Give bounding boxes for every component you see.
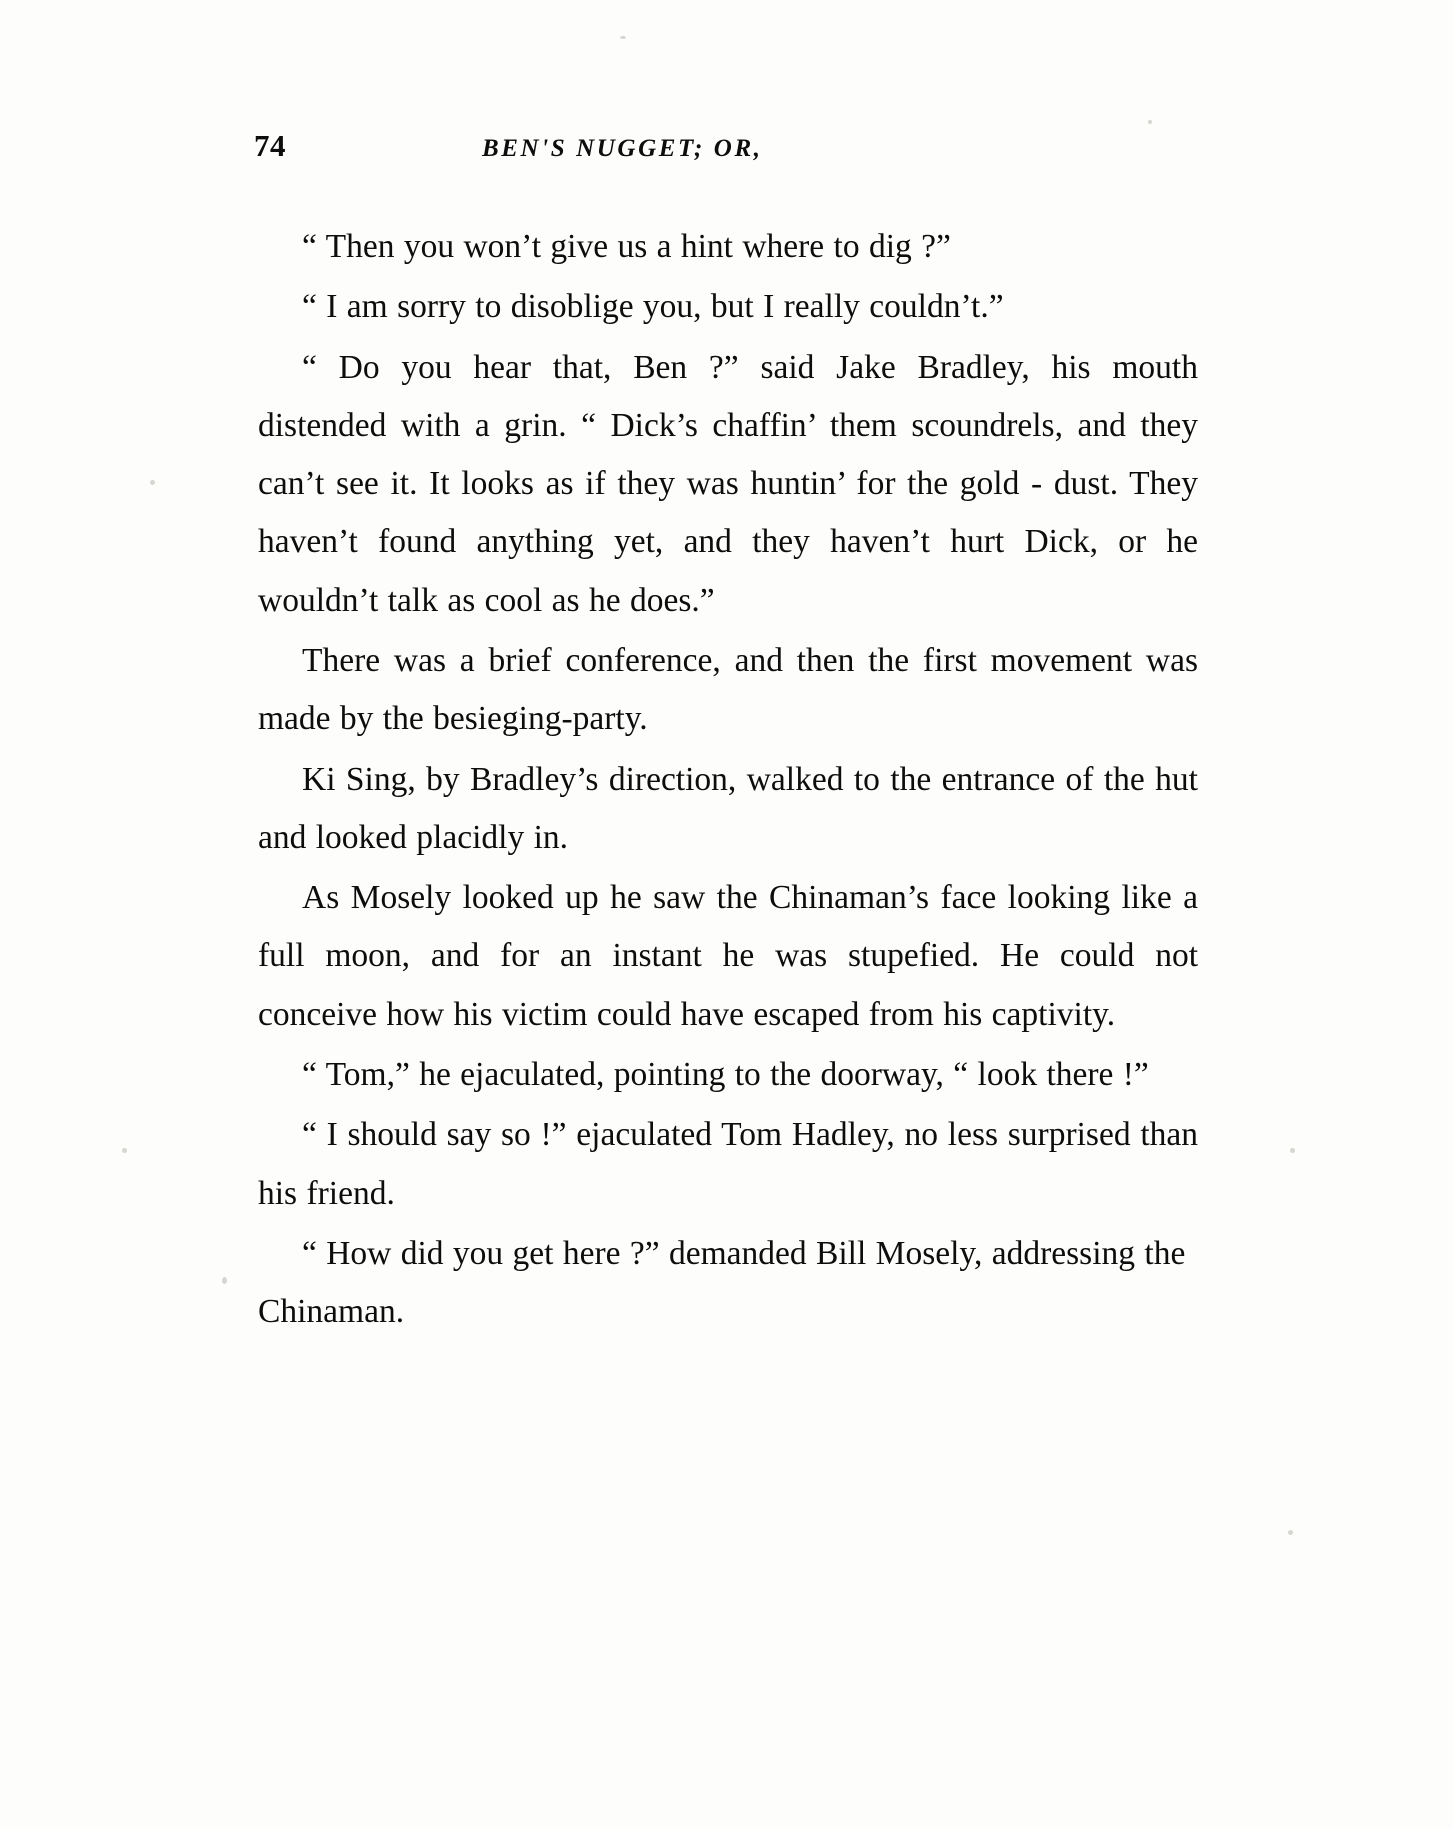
paper-speck: [122, 1148, 127, 1153]
paper-speck: [1148, 120, 1152, 124]
paragraph: “ Tom,” he ejaculated, pointing to the doorway, “ look there !”: [302, 1055, 1149, 1093]
paper-speck: [1290, 1148, 1295, 1153]
paper-speck: [1288, 1530, 1293, 1535]
paragraph: As Mosely looked up he saw the Chinaman’s face looking like a full moon, and for an instant he was stupefied. He could not conceive how his victim could have escaped from his captivity.: [258, 879, 1198, 1033]
running-head: [254, 128, 1198, 174]
paragraph: “ I should say so !” ejaculated Tom Hadley, no less surprised than his friend.: [258, 1116, 1198, 1212]
paragraph: “ How did you get here ?” demanded Bill Mosely, addressing the Chinaman.: [258, 1234, 1186, 1331]
paragraph: “ I am sorry to disoblige you, but I really couldn’t.”: [302, 288, 1004, 326]
paragraph: There was a brief conference, and then the first movement was made by the besieging-party.: [258, 641, 1198, 738]
paragraph: Ki Sing, by Bradley’s direction, walked to the entrance of the hut and looked placidly in.: [258, 760, 1198, 856]
book-title-header: BEN'S NUGGET; OR,: [482, 135, 763, 162]
body-text: [258, 218, 1198, 1341]
page-number: 74: [254, 128, 286, 163]
paper-speck: [150, 480, 155, 485]
paper-speck: [222, 1277, 227, 1284]
paragraph: “ Do you hear that, Ben ?” said Jake Bradley, his mouth distended with a grin. “ Dick’s chaffin’ them scoundrels, and they can’t see it. It looks as if they was huntin’ for the gold - dust. They haven’t found anything yet, and they haven’t hurt Dick, or he wouldn’t talk as cool as he does.”: [258, 348, 1198, 619]
paper-speck: [620, 36, 626, 39]
paragraph: “ Then you won’t give us a hint where to dig ?”: [302, 228, 951, 265]
